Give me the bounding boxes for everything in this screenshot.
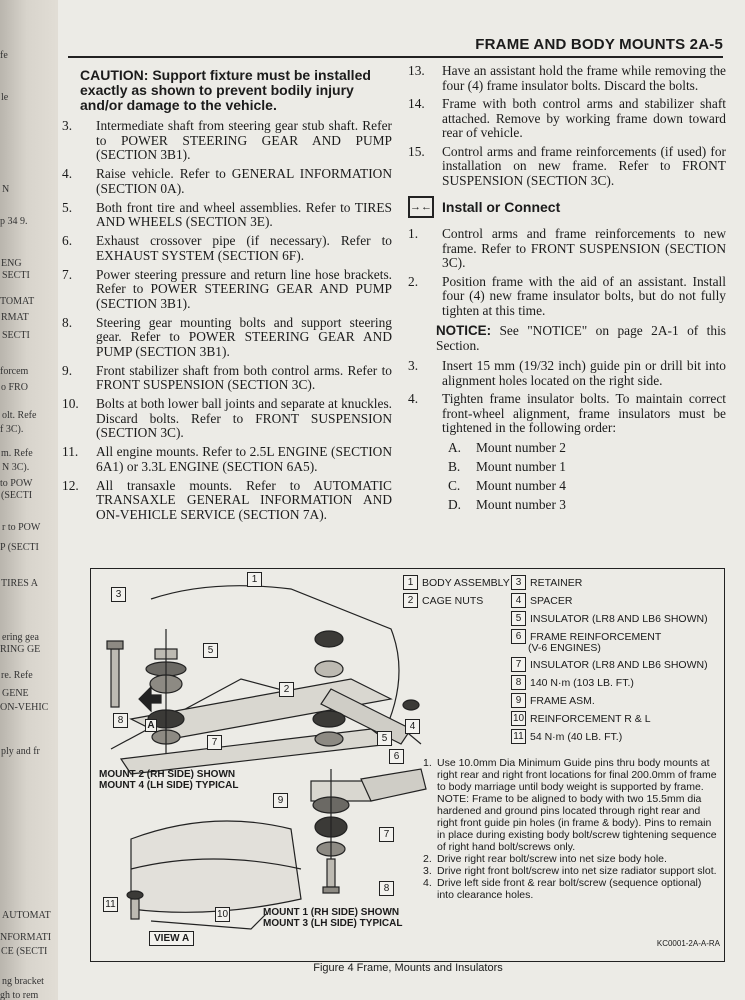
- legend-label: FRAME ASM.: [530, 694, 595, 707]
- step-item: [408, 145, 726, 189]
- mount-order-letter: C.: [448, 477, 461, 493]
- figure-note-text: Drive right rear bolt/screw into net size body hole.: [437, 853, 667, 865]
- legend-label: (V-6 ENGINES): [528, 642, 601, 654]
- callout-9: 9: [273, 793, 288, 808]
- figure-note-number: 4.: [423, 877, 432, 889]
- step-text: Both front tire and wheel assemblies. Refer to TIRES AND WHEELS (SECTION 3E).: [96, 199, 392, 229]
- legend-number: 8: [511, 675, 526, 690]
- spine-text-fragment: to POW: [0, 478, 33, 489]
- callout-8b: 8: [379, 881, 394, 896]
- step-text: Control arms and frame reinforcements (if used) for installation on new frame. Refer to FRONT SUSPENSION (SECTION 3C).: [442, 143, 726, 188]
- legend-entry: [511, 711, 651, 726]
- legend-entry: [511, 593, 572, 608]
- spine-text-fragment: AUTOMAT: [2, 910, 51, 921]
- figure-note-number: 1.: [423, 757, 432, 769]
- mount-label-left: [99, 769, 238, 791]
- step-item: [408, 275, 726, 319]
- spine-text-fragment: N: [2, 184, 10, 195]
- step-item: [62, 119, 392, 163]
- step-number: 12.: [62, 477, 79, 493]
- figure-notes: [423, 757, 721, 901]
- legend-number: 3: [511, 575, 526, 590]
- step-text: All transaxle mounts. Refer to AUTOMATIC TRANSAXLE GENERAL INFORMATION AND ON-VEHICLE SERVICE (SECTION 7A).: [96, 477, 392, 522]
- spine-text-fragment: o FRO: [1, 382, 28, 393]
- install-heading: [408, 196, 726, 218]
- spine-text-fragment: le: [1, 92, 9, 103]
- legend-entry: [511, 657, 708, 672]
- step-text: Tighten frame insulator bolts. To maintain correct front-wheel alignment, frame insulators must be tightened in the following order:: [442, 391, 726, 435]
- legend-number: 9: [511, 693, 526, 708]
- step-number: 1.: [408, 226, 419, 241]
- step-item: [408, 359, 726, 388]
- step-item: [62, 201, 392, 230]
- step-text: All engine mounts. Refer to 2.5L ENGINE (SECTION 6A1) or 3.3L ENGINE (SECTION 6A5).: [96, 444, 392, 474]
- spine-text-fragment: GENE: [2, 688, 29, 699]
- mount-order-letter: A.: [448, 439, 462, 455]
- legend-label: INSULATOR (LR8 AND LB6 SHOWN): [530, 658, 708, 671]
- callout-10: 10: [216, 909, 229, 920]
- legend-entry: [511, 675, 634, 690]
- install-heading-text: Install or Connect: [442, 199, 561, 215]
- spine-text-fragment: N 3C).: [2, 462, 30, 473]
- step-number: 5.: [62, 199, 73, 215]
- legend-number: 5: [511, 611, 526, 626]
- figure-note: [423, 865, 721, 877]
- spine-text-fragment: olt. Refe: [2, 410, 37, 421]
- legend-number: 11: [511, 729, 526, 744]
- spine-text-fragment: RMAT: [1, 312, 29, 323]
- step-number: 8.: [62, 314, 73, 330]
- step-item: [408, 392, 726, 436]
- spine-text-fragment: NFORMATI: [0, 932, 52, 943]
- mount-order-text: Mount number 1: [476, 458, 567, 474]
- spine-text-fragment: P (SECTI: [0, 542, 39, 553]
- step-text: Bolts at both lower ball joints and separate at knuckles. Discard bolts. Refer to FRONT SUSPENSION (SECTION 3C).: [96, 396, 393, 440]
- callout-8a: 8: [113, 713, 128, 728]
- callout-4: 4: [405, 719, 420, 734]
- step-text: Frame with both control arms and stabilizer shaft attached. Remove by working frame down toward rear of vehicle.: [442, 96, 726, 140]
- step-item: [62, 268, 392, 312]
- figure-note-text: Drive right front bolt/screw into net size radiator support slot.: [437, 865, 717, 877]
- callout-3: 3: [111, 587, 126, 602]
- step-item: [62, 167, 392, 196]
- legend-number: 1: [403, 575, 418, 590]
- spine-text-fragment: TOMAT: [0, 296, 35, 307]
- legend-label: INSULATOR (LR8 AND LB6 SHOWN): [530, 612, 708, 625]
- legend-entry: [511, 575, 582, 590]
- step-item: [62, 234, 392, 263]
- step-item: [408, 97, 726, 141]
- legend-number: 7: [511, 657, 526, 672]
- figure-code: KC0001-2A-A-RA: [656, 939, 720, 948]
- step-item: [62, 316, 392, 360]
- spine-text-fragment: gh to rem: [0, 990, 39, 1000]
- figure-caption: Figure 4 Frame, Mounts and Insulators: [313, 962, 503, 974]
- removal-steps-continued: [408, 64, 726, 188]
- legend-number: 10: [512, 713, 525, 724]
- legend-label: BODY ASSEMBLY: [422, 576, 510, 589]
- callout-6: 6: [389, 749, 404, 764]
- spine-text-fragment: ON-VEHIC: [0, 702, 49, 713]
- spine-text-fragment: ply and fr: [1, 746, 40, 757]
- legend-label: SPACER: [530, 594, 573, 607]
- mount-label-left-line1: MOUNT 2 (RH SIDE) SHOWN: [99, 769, 236, 780]
- legend-entry: [511, 729, 622, 744]
- step-number: 7.: [62, 266, 73, 282]
- step-text: Raise vehicle. Refer to GENERAL INFORMATION (SECTION 0A).: [96, 166, 392, 196]
- step-item: [62, 364, 392, 393]
- spine-text-fragment: ENG: [1, 258, 22, 269]
- figure-note: [423, 877, 721, 901]
- step-number: 10.: [62, 396, 79, 411]
- step-number: 6.: [62, 233, 73, 248]
- callout-1: 1: [247, 572, 262, 587]
- step-text: Exhaust crossover pipe (if necessary). Refer to EXHAUST SYSTEM (SECTION 6F).: [96, 233, 392, 263]
- figure-note: [423, 853, 721, 865]
- install-steps-continued: [408, 359, 726, 436]
- mount-label-right-line2: MOUNT 3 (LH SIDE) TYPICAL: [263, 918, 403, 929]
- mount-order-text: Mount number 2: [476, 439, 567, 455]
- step-number: 9.: [62, 362, 73, 378]
- legend-entry: [403, 575, 510, 590]
- callout-5a: 5: [203, 643, 218, 658]
- legend-label: 140 N·m (103 LB. FT.): [530, 676, 634, 689]
- left-column: [62, 68, 392, 527]
- spine-text-fragment: f 3C).: [0, 424, 24, 435]
- mount-order-text: Mount number 4: [476, 477, 567, 493]
- page-title: FRAME AND BODY MOUNTS 2A-5: [475, 36, 723, 53]
- figure-note: [423, 757, 721, 793]
- step-text: Intermediate shaft from steering gear stub shaft. Refer to POWER STEERING GEAR AND PUMP (SECTION 3B1).: [96, 118, 392, 162]
- view-a-label: VIEW A: [149, 931, 194, 946]
- right-column: [408, 64, 726, 516]
- mount-order-list: [408, 440, 726, 512]
- step-text: Have an assistant hold the frame while removing the four (4) frame insulator bolts. Discard the bolts.: [442, 63, 726, 93]
- spine-text-fragment: TIRES A: [1, 578, 38, 589]
- step-number: 4.: [62, 166, 73, 181]
- mount-label-right-line1: MOUNT 1 (RH SIDE) SHOWN: [263, 907, 400, 918]
- figure-note-text: NOTE: Frame to be aligned to body with two 15.5mm dia hardened and ground pins located through right rear and right front guide pin holes (in frame & body). Pins to remain in place during existing body bolt/screw tightening sequence of right hand bolt/screws only.: [437, 793, 717, 853]
- step-text: Insert 15 mm (19/32 inch) guide pin or drill bit into alignment holes located on the right side.: [442, 358, 726, 388]
- caution-note: CAUTION: Support fixture must be installed exactly as shown to prevent bodily injury and/or damage to the vehicle.: [80, 67, 371, 113]
- spine-text-fragment: m. Refe: [1, 448, 33, 459]
- mount-order-letter: B.: [448, 458, 461, 474]
- figure-note-number: 3.: [423, 865, 432, 877]
- spine-text-fragment: SECTI: [2, 270, 30, 281]
- callout-2: 2: [279, 682, 294, 697]
- step-text: Control arms and frame reinforcements to new frame. Refer to FRONT SUSPENSION (SECTION 3C).: [442, 226, 726, 270]
- figure-note-text: Use 10.0mm Dia Minimum Guide pins thru body mounts at right rear and right front locations for final 200.0mm of frame to body marriage until body weight is supported by frame.: [437, 757, 717, 793]
- callout-11: 11: [103, 897, 118, 912]
- notice-block: [436, 324, 726, 353]
- view-a-arrow-letter: A: [145, 719, 157, 732]
- step-number: 13.: [408, 63, 425, 78]
- spine-text-fragment: r to POW: [2, 522, 41, 533]
- figure-frame-mounts: [90, 568, 725, 962]
- legend-entry: [511, 693, 595, 708]
- adjacent-page-spine: [0, 0, 60, 1000]
- callout-7b: 7: [379, 827, 394, 842]
- spine-text-fragment: p 34 9.: [0, 216, 28, 227]
- step-text: Power steering pressure and return line hose brackets. Refer to POWER STEERING GEAR AND PUMP (SECTION 3B1).: [96, 266, 392, 311]
- mount-label-left-line2: MOUNT 4 (LH SIDE) TYPICAL: [99, 780, 239, 791]
- step-item: [62, 397, 392, 441]
- legend-label: 54 N·m (40 LB. FT.): [530, 730, 623, 743]
- spine-text-fragment: ering gea: [2, 632, 39, 643]
- figure-note-number: 2.: [423, 853, 432, 865]
- mount-order-item: [448, 478, 726, 493]
- install-steps-list: [408, 227, 726, 318]
- figure-note-text: Drive left side front & rear bolt/screw (sequence optional) into clearance holes.: [437, 877, 702, 901]
- mount-order-text: Mount number 3: [476, 496, 567, 512]
- callout-7a: 7: [207, 735, 222, 750]
- step-text: Position frame with the aid of an assistant. Install four (4) new frame insulator bolts, but do not fully tighten at this time.: [442, 273, 726, 318]
- step-text: Steering gear mounting bolts and support steering gear. Refer to POWER STEERING GEAR AND PUMP (SECTION 3B1).: [96, 314, 392, 359]
- step-number: 3.: [408, 358, 419, 373]
- step-number: 4.: [408, 391, 419, 406]
- step-item: [62, 445, 392, 474]
- notice-label: NOTICE:: [436, 323, 492, 338]
- legend-label: REINFORCEMENT R & L: [530, 712, 651, 725]
- legend-label: RETAINER: [530, 576, 583, 589]
- step-number: 2.: [408, 273, 419, 289]
- page-header: [68, 36, 723, 58]
- legend-number: 2: [403, 593, 418, 608]
- spine-text-fragment: CE (SECTI: [1, 946, 48, 957]
- spine-text-fragment: re. Refe: [1, 670, 33, 681]
- mount-label-right: [263, 907, 402, 929]
- step-number: 11.: [62, 444, 79, 459]
- install-connect-icon: →←: [408, 196, 434, 218]
- step-item: [408, 227, 726, 271]
- spine-text-fragment: ng bracket: [2, 976, 44, 987]
- step-item: [62, 479, 392, 523]
- legend-label: FRAME REINFORCEMENT: [530, 630, 662, 643]
- mount-order-item: [448, 459, 726, 474]
- mount-order-item: [448, 497, 726, 512]
- notice-text: See "NOTICE" on page 2A-1 of this Section.: [436, 323, 726, 353]
- step-number: 15.: [408, 143, 425, 159]
- step-item: [408, 64, 726, 93]
- mount-order-item: [448, 440, 726, 455]
- legend-number: 4: [511, 593, 526, 608]
- legend-entry: [528, 642, 601, 654]
- removal-steps-list: [62, 119, 392, 522]
- spine-text-fragment: fe: [0, 50, 8, 61]
- legend-label: CAGE NUTS: [422, 594, 484, 607]
- step-text: Front stabilizer shaft from both control arms. Refer to FRONT SUSPENSION (SECTION 3C).: [96, 362, 392, 392]
- mount-order-letter: D.: [448, 496, 462, 512]
- spine-text-fragment: RING GE: [0, 644, 41, 655]
- spine-text-fragment: forcem: [0, 366, 29, 377]
- legend-entry: [511, 611, 708, 626]
- legend-entry: [403, 593, 483, 608]
- legend-number: 6: [511, 629, 526, 644]
- step-number: 3.: [62, 118, 73, 133]
- figure-note: [423, 793, 721, 853]
- spine-text-fragment: SECTI: [2, 330, 30, 341]
- step-number: 14.: [408, 96, 425, 111]
- spine-text-fragment: (SECTI: [1, 490, 33, 501]
- callout-5b: 5: [377, 731, 392, 746]
